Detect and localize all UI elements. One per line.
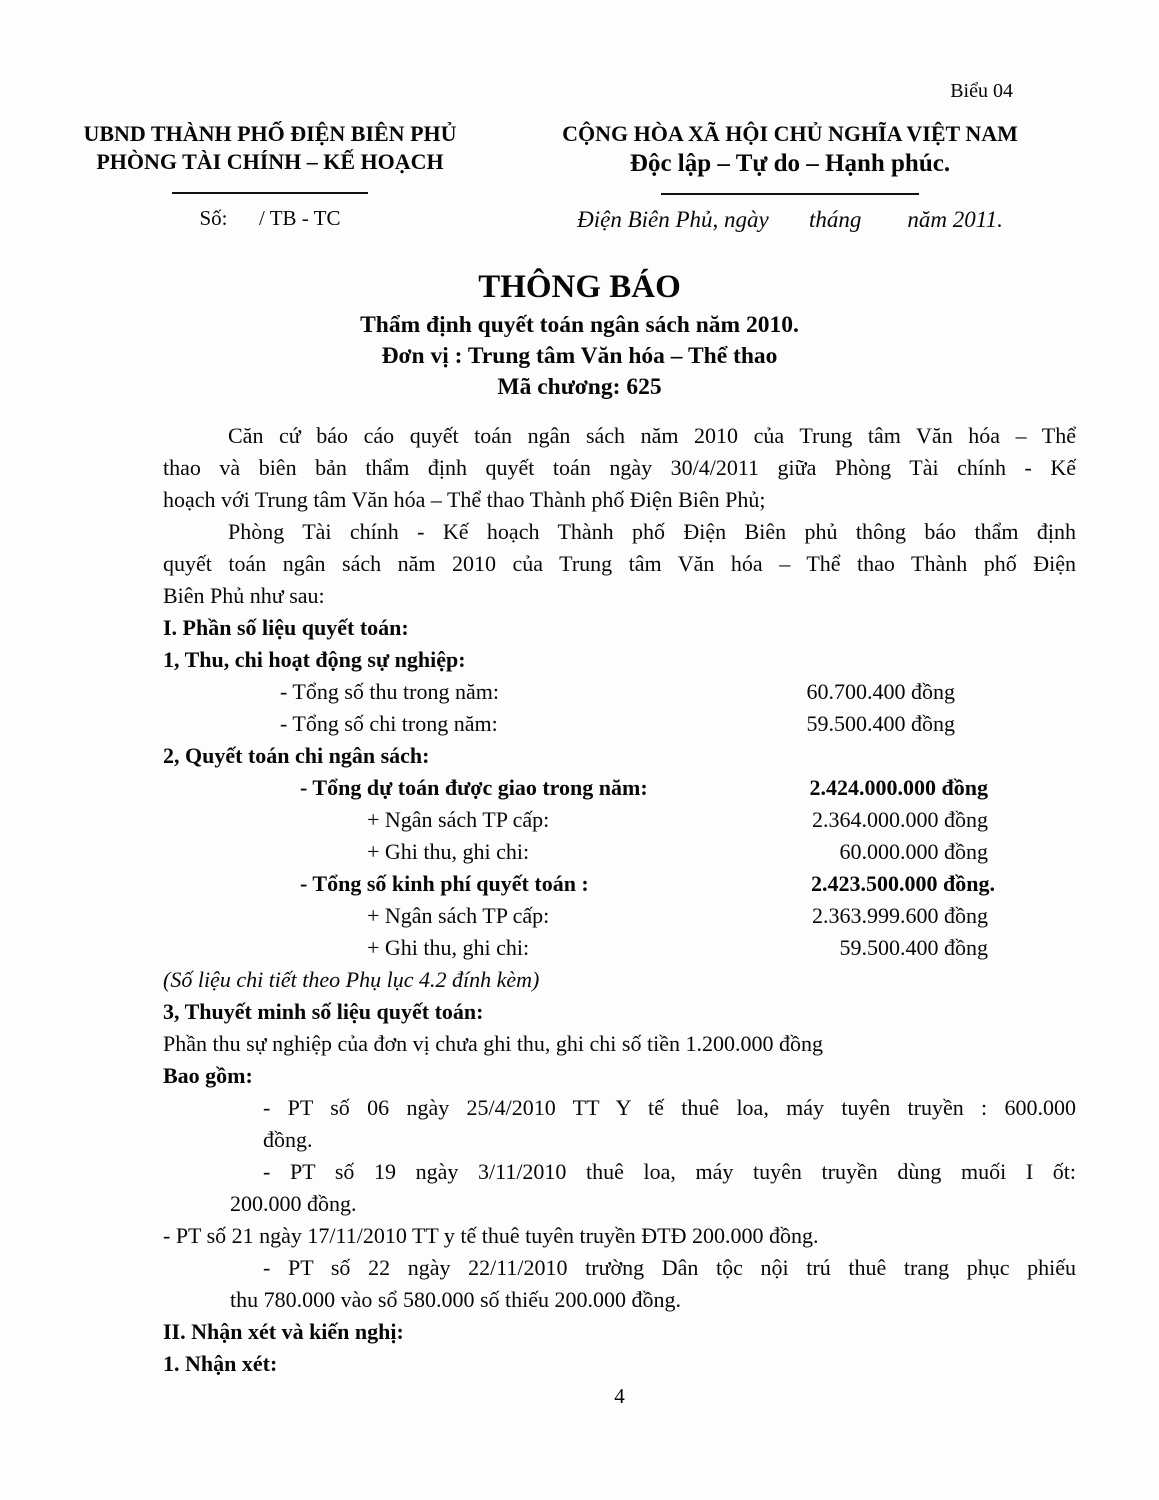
row-value: 2.423.500.000 đồng. xyxy=(811,871,995,896)
section-heading-I: I. Phần số liệu quyết toán: xyxy=(163,615,409,640)
row-value: 59.500.400 đồng xyxy=(839,935,988,960)
agency-parent-name: UBND THÀNH PHỐ ĐIỆN BIÊN PHỦ xyxy=(83,121,457,146)
unit-line: Đơn vị : Trung tâm Văn hóa – Thể thao xyxy=(381,343,778,369)
finance-row xyxy=(163,708,1076,740)
paragraph-line: - PT số 06 ngày 25/4/2010 TT Y tế thuê loa, máy tuyên truyền : 600.000 xyxy=(263,1095,1076,1120)
paragraph-line: hoạch với Trung tâm Văn hóa – Thể thao Thành phố Điện Biên Phủ; xyxy=(163,487,766,512)
paragraph-line: - PT số 22 ngày 22/11/2010 trường Dân tộc nội trú thuê trang phục phiếu xyxy=(263,1255,1076,1280)
paragraph-line: - PT số 19 ngày 3/11/2010 thuê loa, máy tuyên truyền dùng muối I ốt: xyxy=(263,1159,1076,1184)
agency-name: PHÒNG TÀI CHÍNH – KẾ HOẠCH xyxy=(96,149,444,174)
row-value: 2.364.000.000 đồng xyxy=(812,807,988,832)
finance-row xyxy=(163,836,1076,868)
paragraph-line: Phòng Tài chính - Kế hoạch Thành phố Điện Biên phủ thông báo thẩm định xyxy=(228,519,1076,544)
paragraph-line: Biên Phủ như sau: xyxy=(163,583,325,608)
explanation-line: Phần thu sự nghiệp của đơn vị chưa ghi thu, ghi chi số tiền 1.200.000 đồng xyxy=(163,1031,823,1056)
national-title: CỘNG HÒA XÃ HỘI CHỦ NGHĨA VIỆT NAM xyxy=(562,121,1018,146)
paragraph-2 xyxy=(163,516,1076,612)
row-label: - Tổng dự toán được giao trong năm: xyxy=(300,775,648,800)
row-label: - Tổng số thu trong năm: xyxy=(280,679,499,704)
motto-underline xyxy=(661,193,919,195)
row-label: + Ngân sách TP cấp: xyxy=(367,807,550,832)
place-date-line: Điện Biên Phủ, ngày tháng năm 2011. xyxy=(577,207,1003,232)
section-heading-II: II. Nhận xét và kiến nghị: xyxy=(163,1319,404,1344)
row-value: 60.000.000 đồng xyxy=(839,839,988,864)
finance-row xyxy=(163,868,1076,900)
finance-row xyxy=(163,804,1076,836)
row-label: + Ghi thu, ghi chi: xyxy=(367,839,530,864)
document-subtitle: Thẩm định quyết toán ngân sách năm 2010. xyxy=(360,312,799,338)
receipt-item-06 xyxy=(163,1092,1076,1156)
paragraph-line: Căn cứ báo cáo quyết toán ngân sách năm 2010 của Trung tâm Văn hóa – Thể xyxy=(228,423,1076,448)
receipt-item-21: - PT số 21 ngày 17/11/2010 TT y tế thuê tuyên truyền ĐTĐ 200.000 đồng. xyxy=(163,1223,819,1248)
includes-heading: Bao gồm: xyxy=(163,1063,253,1088)
national-motto-block xyxy=(540,120,1040,233)
row-label: + Ngân sách TP cấp: xyxy=(367,903,550,928)
page-number: 4 xyxy=(614,1384,625,1408)
issuing-agency-block xyxy=(60,120,480,231)
chapter-code-line: Mã chương: 625 xyxy=(497,374,662,400)
document-title: THÔNG BÁO xyxy=(478,269,681,305)
receipt-item-19 xyxy=(163,1156,1076,1220)
agency-underline xyxy=(172,192,368,194)
document-body xyxy=(0,420,1159,1412)
row-value: 60.700.400 đồng xyxy=(806,679,955,704)
paragraph-line: quyết toán ngân sách năm 2010 của Trung tâm Văn hóa – Thể thao Thành phố Điện xyxy=(163,551,1076,576)
subsection-heading-3: 3, Thuyết minh số liệu quyết toán: xyxy=(163,999,484,1024)
finance-row xyxy=(163,900,1076,932)
receipt-item-22 xyxy=(163,1252,1076,1316)
row-value: 59.500.400 đồng xyxy=(806,711,955,736)
row-value: 2.424.000.000 đồng xyxy=(809,775,988,800)
finance-row xyxy=(163,932,1076,964)
row-value: 2.363.999.600 đồng xyxy=(812,903,988,928)
appendix-note: (Số liệu chi tiết theo Phụ lục 4.2 đính kèm) xyxy=(163,967,540,992)
paragraph-line: thao và biên bản thẩm định quyết toán ngày 30/4/2011 giữa Phòng Tài chính - Kế xyxy=(163,455,1076,480)
paragraph-1 xyxy=(163,420,1076,516)
finance-row xyxy=(163,772,1076,804)
finance-row xyxy=(163,676,1076,708)
national-motto: Độc lập – Tự do – Hạnh phúc. xyxy=(629,150,951,177)
form-code-label: Biểu 04 xyxy=(950,80,1013,102)
row-label: - Tổng số chi trong năm: xyxy=(280,711,498,736)
subsection-heading-1: 1, Thu, chi hoạt động sự nghiệp: xyxy=(163,647,466,672)
document-number-line: Số: / TB - TC xyxy=(199,206,341,230)
row-label: + Ghi thu, ghi chi: xyxy=(367,935,530,960)
remark-heading: 1. Nhận xét: xyxy=(163,1351,278,1376)
paragraph-line: đồng. xyxy=(263,1127,313,1152)
row-label: - Tổng số kinh phí quyết toán : xyxy=(300,871,589,896)
paragraph-line: thu 780.000 vào sổ 580.000 số thiếu 200.000 đồng. xyxy=(230,1287,681,1312)
paragraph-line: 200.000 đồng. xyxy=(230,1191,357,1216)
subsection-heading-2: 2, Quyết toán chi ngân sách: xyxy=(163,743,430,768)
